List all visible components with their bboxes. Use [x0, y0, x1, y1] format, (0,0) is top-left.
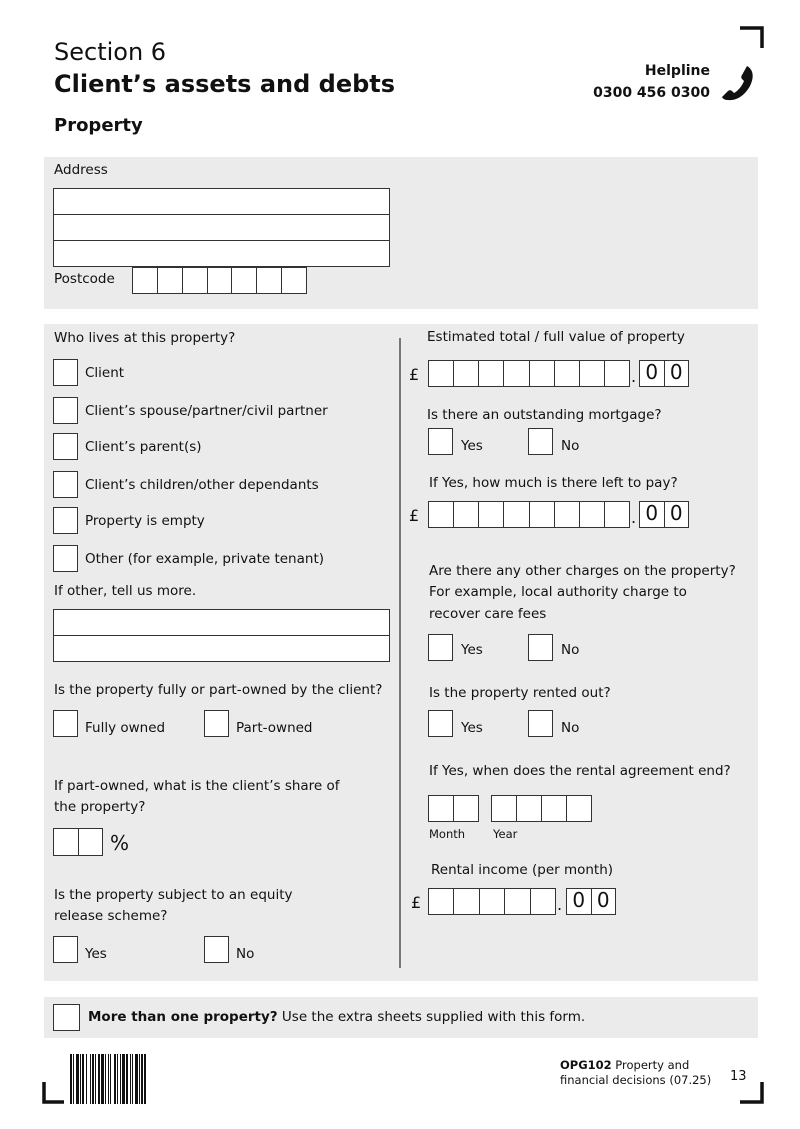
mortgage-left-question: If Yes, how much is there left to pay? — [429, 475, 678, 491]
equity-question-line-1: Is the property subject to an equity — [54, 887, 293, 903]
helpline-label: Helpline — [644, 63, 710, 79]
subsection-title: Property — [54, 115, 143, 136]
mortgage-yes-label: Yes — [461, 438, 483, 454]
barcode-bar — [76, 1054, 79, 1104]
occupant-spouse-label: Client’s spouse/partner/civil partner — [85, 403, 328, 419]
form-code: OPG102 — [560, 1058, 612, 1072]
mortgage-pence-input[interactable] — [639, 501, 689, 528]
part-owned-checkbox[interactable] — [204, 710, 229, 737]
ownership-question: Is the property fully or part-owned by the client? — [54, 682, 383, 698]
barcode-bar — [98, 1054, 100, 1104]
fully-owned-checkbox[interactable] — [53, 710, 78, 737]
mortgage-yes-checkbox[interactable] — [428, 428, 453, 455]
postcode-label: Postcode — [54, 271, 115, 287]
barcode-bar — [82, 1054, 84, 1104]
barcode-bar — [130, 1054, 131, 1104]
other-details-line-2[interactable] — [53, 635, 390, 662]
share-percent-input[interactable] — [53, 828, 103, 856]
barcode-bar — [80, 1054, 81, 1104]
rental-end-year-input[interactable] — [491, 795, 592, 822]
barcode-bar — [120, 1054, 121, 1104]
page-title: Client’s assets and debts — [54, 70, 396, 98]
barcode-bar — [73, 1054, 74, 1104]
mortgage-currency: £ — [409, 506, 420, 525]
rental-end-question: If Yes, when does the rental agreement end? — [429, 763, 731, 779]
equity-no-checkbox[interactable] — [204, 936, 229, 963]
more-property-rest: Use the extra sheets supplied with this form. — [277, 1009, 586, 1025]
rented-no-checkbox[interactable] — [528, 710, 553, 737]
equity-yes-checkbox[interactable] — [53, 936, 78, 963]
barcode-bar — [126, 1054, 128, 1104]
barcode-bars — [70, 1054, 146, 1104]
barcode-bar — [122, 1054, 125, 1104]
equity-question-line-2: release scheme? — [54, 908, 168, 924]
barcode — [70, 1054, 202, 1104]
rental-income-currency: £ — [411, 893, 422, 912]
rented-yes-checkbox[interactable] — [428, 710, 453, 737]
rental-income-label: Rental income (per month) — [431, 862, 614, 878]
rental-income-pounds-input[interactable] — [428, 888, 556, 915]
charges-question-line-3: recover care fees — [429, 606, 547, 622]
form-name: Property and — [611, 1058, 690, 1072]
more-property-checkbox[interactable] — [53, 1004, 80, 1031]
mortgage-question: Is there an outstanding mortgage? — [427, 407, 662, 423]
corner-mark-bottom-left — [42, 1082, 64, 1104]
value-pence-digit: 0 — [669, 360, 683, 384]
barcode-bar — [144, 1054, 146, 1104]
more-property-note — [88, 1008, 585, 1026]
rental-income-pence-digit: 0 — [596, 888, 610, 912]
part-owned-label: Part-owned — [236, 720, 313, 736]
value-pence-input[interactable] — [639, 360, 689, 387]
barcode-bar — [135, 1054, 138, 1104]
rental-end-month-input[interactable] — [428, 795, 479, 822]
fully-owned-label: Fully owned — [85, 720, 166, 736]
rented-no-label: No — [561, 720, 580, 736]
occupant-children-label: Client’s children/other dependants — [85, 477, 319, 493]
occupant-parents-checkbox[interactable] — [53, 433, 78, 460]
value-pence-digit: 0 — [640, 361, 665, 386]
helpline-number: 0300 456 0300 — [593, 85, 710, 101]
value-pounds-input[interactable] — [428, 360, 630, 387]
barcode-bar — [70, 1054, 72, 1104]
rented-yes-label: Yes — [461, 720, 483, 736]
occupant-empty-label: Property is empty — [85, 513, 205, 529]
mortgage-no-checkbox[interactable] — [528, 428, 553, 455]
address-line-2[interactable] — [53, 214, 390, 241]
phone-icon — [720, 64, 756, 102]
barcode-bar — [90, 1054, 91, 1104]
barcode-bar — [114, 1054, 116, 1104]
charges-question-line-2: For example, local authority charge to — [429, 584, 687, 600]
occupant-children-checkbox[interactable] — [53, 471, 78, 498]
rental-income-pence-digit: 0 — [567, 889, 592, 914]
charges-yes-checkbox[interactable] — [428, 634, 453, 661]
charges-yes-label: Yes — [461, 642, 483, 658]
rental-income-pence-input[interactable] — [566, 888, 616, 915]
occupants-question: Who lives at this property? — [54, 330, 236, 346]
barcode-bar — [139, 1054, 140, 1104]
charges-no-checkbox[interactable] — [528, 634, 553, 661]
value-decimal-point: . — [631, 367, 637, 386]
occupant-other-checkbox[interactable] — [53, 545, 78, 572]
mortgage-pence-digit: 0 — [640, 502, 665, 527]
postcode-input[interactable] — [132, 267, 307, 294]
year-label: Year — [493, 827, 518, 841]
address-line-3[interactable] — [53, 240, 390, 267]
address-label: Address — [54, 162, 108, 178]
mortgage-pounds-input[interactable] — [428, 501, 630, 528]
mortgage-pence-digit: 0 — [669, 501, 683, 525]
occupant-client-checkbox[interactable] — [53, 359, 78, 386]
page-number: 13 — [730, 1069, 747, 1084]
section-number: Section 6 — [54, 38, 167, 66]
mortgage-decimal-point: . — [631, 508, 637, 527]
other-details-line-1[interactable] — [53, 609, 390, 636]
charges-question-line-1: Are there any other charges on the property? — [429, 563, 736, 579]
month-label: Month — [429, 827, 466, 841]
rental-income-decimal-point: . — [557, 895, 563, 914]
corner-mark-top-right — [740, 26, 764, 48]
occupant-parents-label: Client’s parent(s) — [85, 439, 202, 455]
other-details-label: If other, tell us more. — [54, 583, 197, 599]
form-reference — [560, 1058, 689, 1072]
equity-no-label: No — [236, 946, 255, 962]
value-question: Estimated total / full value of property — [427, 329, 685, 345]
occupant-spouse-checkbox[interactable] — [53, 397, 78, 424]
percent-sign: % — [110, 831, 130, 855]
equity-yes-label: Yes — [85, 946, 107, 962]
barcode-bar — [117, 1054, 118, 1104]
barcode-bar — [95, 1054, 96, 1104]
barcode-bar — [141, 1054, 143, 1104]
column-divider — [399, 338, 401, 968]
occupant-other-label: Other (for example, private tenant) — [85, 551, 324, 567]
barcode-bar — [110, 1054, 111, 1104]
share-question-line-1: If part-owned, what is the client’s share of — [54, 778, 340, 794]
barcode-bar — [108, 1054, 109, 1104]
form-reference-line-2: financial decisions (07.25) — [560, 1073, 712, 1087]
address-line-1[interactable] — [53, 188, 390, 215]
occupant-client-label: Client — [85, 365, 125, 381]
occupant-empty-checkbox[interactable] — [53, 507, 78, 534]
more-property-bold: More than one property? — [88, 1009, 278, 1025]
share-question-line-2: the property? — [54, 799, 146, 815]
value-currency: £ — [409, 365, 420, 384]
mortgage-no-label: No — [561, 438, 580, 454]
barcode-bar — [101, 1054, 104, 1104]
barcode-bar — [132, 1054, 133, 1104]
barcode-bar — [105, 1054, 106, 1104]
charges-no-label: No — [561, 642, 580, 658]
barcode-bar — [86, 1054, 87, 1104]
rented-question: Is the property rented out? — [429, 685, 611, 701]
barcode-bar — [92, 1054, 94, 1104]
